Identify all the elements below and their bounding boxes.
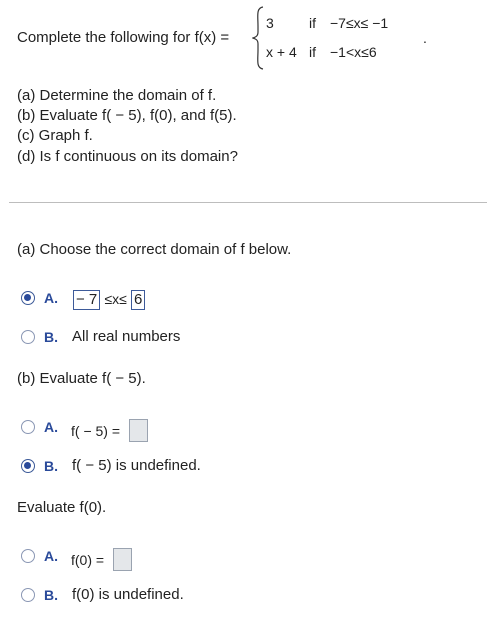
part-line-a: (a) Determine the domain of f. bbox=[17, 87, 217, 104]
piecewise-brace-icon bbox=[252, 6, 266, 70]
part-b-option-b-letter: B. bbox=[44, 458, 58, 474]
piecewise-expr-2: x + 4 bbox=[266, 44, 297, 60]
question-prompt: Complete the following for f(x) = bbox=[17, 29, 230, 46]
part-a-option-a-letter: A. bbox=[44, 290, 58, 306]
part-b-answer-input[interactable] bbox=[129, 419, 148, 442]
domain-lower-bound-box[interactable]: − 7 bbox=[73, 290, 100, 310]
part-c-option-b-letter: B. bbox=[44, 587, 58, 603]
part-line-d: (d) Is f continuous on its domain? bbox=[17, 148, 238, 165]
part-b-option-a-letter: A. bbox=[44, 419, 58, 435]
part-c-option-b-radio[interactable] bbox=[21, 588, 35, 602]
part-b-option-a-radio[interactable] bbox=[21, 420, 35, 434]
section-divider bbox=[9, 202, 487, 203]
part-c-heading: Evaluate f(0). bbox=[17, 499, 107, 516]
piecewise-if-2: if bbox=[309, 44, 316, 60]
part-a-option-b-text: All real numbers bbox=[72, 328, 181, 345]
part-b-option-b-radio[interactable] bbox=[21, 459, 35, 473]
part-a-option-a-radio[interactable] bbox=[21, 291, 35, 305]
part-c-option-a-radio[interactable] bbox=[21, 549, 35, 563]
part-a-option-b-radio[interactable] bbox=[21, 330, 35, 344]
part-line-c: (c) Graph f. bbox=[17, 127, 93, 144]
domain-inequality: ≤x≤ bbox=[104, 291, 127, 307]
part-c-option-a-text: f(0) = bbox=[71, 552, 105, 568]
part-line-b: (b) Evaluate f( − 5), f(0), and f(5). bbox=[17, 107, 237, 124]
part-b-option-a-text: f( − 5) = bbox=[71, 423, 121, 439]
part-c-answer-input[interactable] bbox=[113, 548, 132, 571]
piecewise-if-1: if bbox=[309, 15, 316, 31]
piecewise-cond-2: −1<x≤6 bbox=[330, 44, 377, 60]
part-c-option-b-text: f(0) is undefined. bbox=[72, 586, 184, 603]
piecewise-period: . bbox=[423, 30, 427, 46]
part-a-option-b-letter: B. bbox=[44, 329, 58, 345]
part-c-option-a-letter: A. bbox=[44, 548, 58, 564]
piecewise-expr-1: 3 bbox=[266, 15, 274, 31]
part-b-heading: (b) Evaluate f( − 5). bbox=[17, 370, 146, 387]
part-a-option-a-domain bbox=[73, 290, 145, 310]
part-b-option-b-text: f( − 5) is undefined. bbox=[72, 457, 201, 474]
domain-upper-bound-box[interactable]: 6 bbox=[131, 290, 145, 310]
piecewise-cond-1: −7≤x≤ −1 bbox=[330, 15, 389, 31]
part-a-heading: (a) Choose the correct domain of f below. bbox=[17, 241, 292, 258]
